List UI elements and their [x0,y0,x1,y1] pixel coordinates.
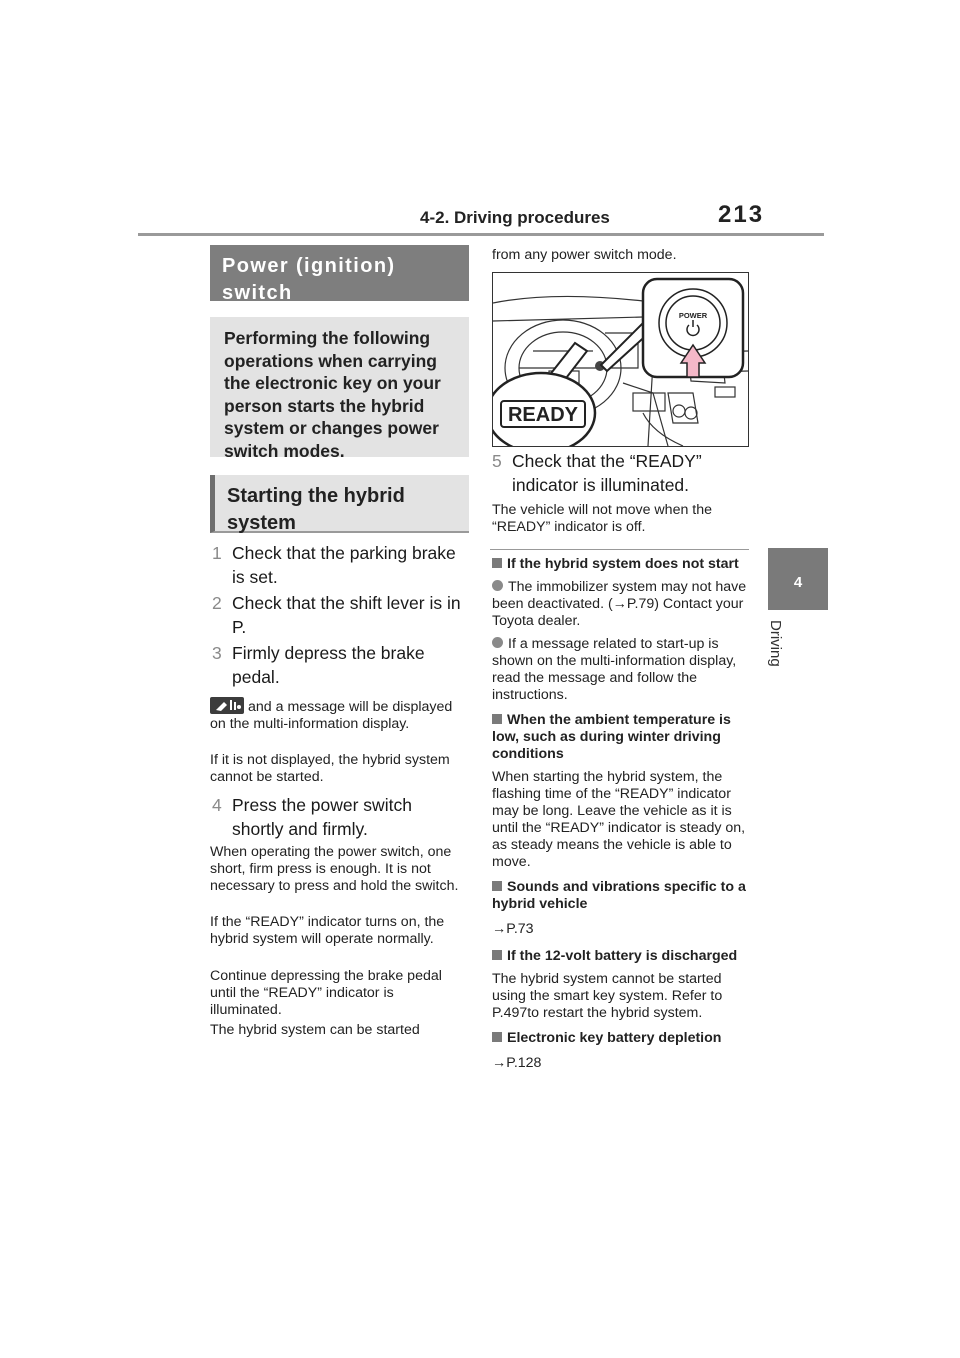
note-heading: If the hybrid system does not start [492,556,752,573]
paragraph-1: When operating the power switch, one short, firm press is enough. It is not necessary to press and hold the switch. [210,844,459,894]
header-divider [138,233,824,236]
step-text: Press the power switch shortly and firmly. [232,795,412,839]
step5-note: The vehicle will not move when the “READY” indicator is off. [492,502,713,535]
step-text: Check that the shift lever is in P. [232,593,461,637]
step-number: 2 [212,593,222,613]
step-4 [212,793,467,841]
square-bullet-icon [492,714,502,724]
continued-text: from any power switch mode. [492,247,677,263]
not-displayed-note: If it is not displayed, the hybrid system cannot be started. [210,752,450,785]
step-number: 3 [212,643,222,663]
brake-pedal-icon [210,697,244,714]
dashboard-drawing [493,273,748,446]
page-number: 213 [718,201,765,228]
step-2 [212,591,467,639]
power-label: POWER [678,311,708,320]
paragraph-2: If the “READY” indicator turns on, the hybrid system will operate normally. [210,914,445,947]
notes-section [492,556,752,1072]
note-link[interactable]: →P.128 [492,1055,542,1071]
intro-box: Performing the following operations when carrying the electronic key on your person starts the hybrid system or changes power switch modes. [210,317,469,457]
note-bullet: The immobilizer system may not have been deactivated. (→P.79) Contact your Toyota dealer. [492,579,747,629]
note-heading: Electronic key battery depletion [492,1030,752,1047]
note-heading: When the ambient temperature is low, such as during winter driving conditions [492,712,731,762]
ready-label: READY [507,404,579,426]
step-text: Check that the parking brake is set. [232,543,456,587]
chapter-number: 4 [793,574,803,591]
round-bullet-icon [492,637,503,648]
note-heading: Sounds and vibrations specific to a hybrid vehicle [492,879,746,912]
note-text: When starting the hybrid system, the flashing time of the “READY” indicator may be long. Leave the vehicle as it is until the “READY” indicator is steady on, as steady means the vehicle is able to move. [492,769,746,870]
note-text: The hybrid system cannot be started using the smart key system. Refer to P.497to restart the hybrid system. [492,971,723,1021]
section-title: 4-2. Driving procedures [420,208,610,227]
square-bullet-icon [492,558,502,568]
icon-note-text: and a message will be displayed on the multi-information display. [210,699,453,732]
dashboard-illustration [492,272,749,447]
step-text: Check that the “READY” indicator is illuminated. [512,451,702,495]
notes-divider [490,549,749,550]
step-5 [492,449,750,497]
square-bullet-icon [492,950,502,960]
step-3 [212,641,467,689]
step-1 [212,541,467,589]
note-link[interactable]: →P.73 [492,921,534,937]
square-bullet-icon [492,881,502,891]
note-heading: If the 12-volt battery is discharged [492,948,752,965]
step-number: 5 [492,451,502,471]
chapter-label [760,620,790,730]
step-number: 4 [212,795,222,815]
step-text: Firmly depress the brake pedal. [232,643,425,687]
step-number: 1 [212,543,222,563]
starting-heading: Starting the hybrid system [210,475,469,533]
power-switch-heading: Power (ignition) switch [210,245,469,301]
note-bullet: If a message related to start-up is shown on the multi-information display, read the message and follow the instructions. [492,636,737,703]
chapter-label-text: Driving [767,620,784,667]
round-bullet-icon [492,580,503,591]
icon-note [210,697,465,733]
paragraph-4: The hybrid system can be started [210,1022,420,1038]
square-bullet-icon [492,1032,502,1042]
paragraph-3: Continue depressing the brake pedal until the “READY” indicator is illuminated. [210,968,442,1018]
